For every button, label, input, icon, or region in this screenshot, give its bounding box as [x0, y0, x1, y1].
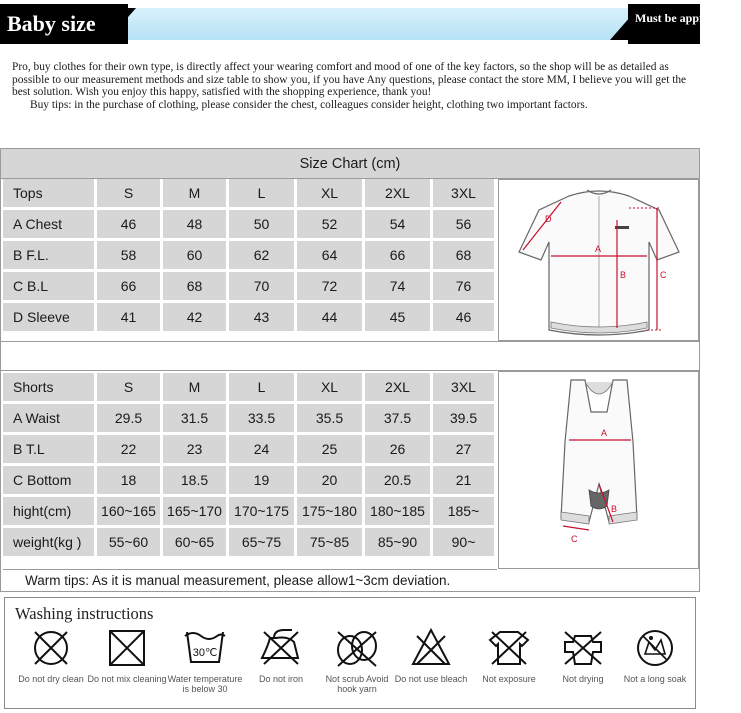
- tops-cell: 66: [365, 241, 433, 272]
- do-not-iron-icon: [258, 626, 304, 670]
- jersey-label-b: B: [620, 270, 627, 280]
- intro-paragraph: Pro, buy clothes for their own type, is directly affect your wearing comfort and mood of one of the key factors, so the shop will be as detailed as possible to our measurement methods and size table to show you, if you have Any questions, please contact the store MM, I believe you will get the best solution. Wish you enjoy this happy, satisfied with the shopping experience, thank you!: [12, 61, 687, 99]
- tops-cell: 41: [97, 303, 163, 334]
- no-bleach-icon: [409, 626, 453, 670]
- tops-cell: M: [163, 179, 229, 210]
- header-banner: [0, 0, 741, 48]
- shorts-row-label: Shorts: [3, 373, 97, 404]
- bib-shorts-illustration: [499, 372, 698, 568]
- size-chart-title: Size Chart (cm): [1, 149, 699, 179]
- jersey-illustration: [499, 180, 698, 340]
- shorts-cell: 27: [433, 435, 497, 466]
- shorts-cell: 35.5: [297, 404, 365, 435]
- shorts-cell: 33.5: [229, 404, 297, 435]
- size-chart: [0, 148, 700, 592]
- shorts-cell: 3XL: [433, 373, 497, 404]
- shorts-cell: 18.5: [163, 466, 229, 497]
- tops-cell: 56: [433, 210, 497, 241]
- shorts-cell: 90~: [433, 528, 497, 559]
- shorts-cell: L: [229, 373, 297, 404]
- page-title: Baby size: [0, 4, 128, 44]
- tops-header-row: [3, 179, 497, 210]
- tops-cell: 70: [229, 272, 297, 303]
- washing-title: Washing instructions: [15, 604, 154, 623]
- tops-cell: 72: [297, 272, 365, 303]
- wash-label: Not scrub Avoid hook yarn: [325, 674, 389, 694]
- buy-tips: Buy tips: in the purchase of clothing, please consider the chest, colleagues consider height, clothing two important factors.: [30, 98, 588, 111]
- wash-label: Not drying: [562, 674, 604, 684]
- table-separator: [1, 341, 699, 371]
- shorts-row: [3, 404, 497, 435]
- shorts-row-label: B T.L: [3, 435, 97, 466]
- tops-cell: 46: [97, 210, 163, 241]
- shorts-cell: 160~165: [97, 497, 163, 528]
- wash-label: Water temperature is below 30: [167, 674, 243, 694]
- shorts-row: [3, 435, 497, 466]
- do-not-dry-clean-icon: [29, 626, 73, 670]
- shorts-cell: 29.5: [97, 404, 163, 435]
- tops-cell: 44: [297, 303, 365, 334]
- shorts-cell: S: [97, 373, 163, 404]
- shorts-cell: 20: [297, 466, 365, 497]
- tops-cell: XL: [297, 179, 365, 210]
- tops-cell: L: [229, 179, 297, 210]
- wash-item-bleach: [391, 626, 471, 684]
- shorts-row: [3, 466, 497, 497]
- warm-tips: Warm tips: As it is manual measurement, please allow1~3cm deviation.: [3, 569, 497, 591]
- shorts-cell: 25: [297, 435, 365, 466]
- bib-label-a: A: [601, 428, 608, 438]
- shorts-table: [3, 373, 497, 559]
- tops-row-label: A Chest: [3, 210, 97, 241]
- shorts-cell: 180~185: [365, 497, 433, 528]
- tops-cell: 68: [433, 241, 497, 272]
- bib-shorts-diagram: [498, 371, 699, 569]
- tops-row: [3, 303, 497, 334]
- shorts-cell: 2XL: [365, 373, 433, 404]
- tops-table: [3, 179, 497, 334]
- shorts-cell: 165~170: [163, 497, 229, 528]
- shorts-cell: 60~65: [163, 528, 229, 559]
- shorts-cell: 18: [97, 466, 163, 497]
- shorts-cell: M: [163, 373, 229, 404]
- wash-label: Not a long soak: [623, 674, 687, 684]
- shorts-cell: 185~: [433, 497, 497, 528]
- shorts-cell: 55~60: [97, 528, 163, 559]
- header-gradient-bar: [108, 8, 638, 40]
- bib-label-c: C: [571, 534, 578, 544]
- shorts-cell: 37.5: [365, 404, 433, 435]
- tops-cell: 50: [229, 210, 297, 241]
- shorts-cell: 20.5: [365, 466, 433, 497]
- tops-cell: 68: [163, 272, 229, 303]
- tops-row-label: C B.L: [3, 272, 97, 303]
- tops-cell: 43: [229, 303, 297, 334]
- shorts-row-label: hight(cm): [3, 497, 97, 528]
- tops-cell: 54: [365, 210, 433, 241]
- wash-item-dry-clean: [11, 626, 91, 684]
- wash-label: Do not mix cleaning: [87, 674, 167, 684]
- shorts-header-row: [3, 373, 497, 404]
- do-not-mix-clean-icon: [105, 626, 149, 670]
- shorts-cell: 23: [163, 435, 229, 466]
- shorts-cell: 75~85: [297, 528, 365, 559]
- wash-item-temperature: [165, 626, 245, 694]
- washing-instructions: [4, 597, 696, 709]
- shorts-row-label: weight(kg ): [3, 528, 97, 559]
- tops-row-label: D Sleeve: [3, 303, 97, 334]
- jersey-diagram: [498, 179, 699, 341]
- shorts-row: [3, 528, 497, 559]
- jersey-label-a: A: [595, 244, 602, 254]
- tops-row: [3, 272, 497, 303]
- wash-item-mix-clean: [87, 626, 167, 684]
- tops-cell: 45: [365, 303, 433, 334]
- shorts-cell: 26: [365, 435, 433, 466]
- tops-cell: S: [97, 179, 163, 210]
- tops-row: [3, 241, 497, 272]
- wash-30-icon: [181, 626, 229, 670]
- shorts-cell: XL: [297, 373, 365, 404]
- not-scrub-icon: [334, 626, 380, 670]
- tops-cell: 42: [163, 303, 229, 334]
- shorts-row-label: A Waist: [3, 404, 97, 435]
- tops-cell: 62: [229, 241, 297, 272]
- tops-cell: 48: [163, 210, 229, 241]
- shorts-cell: 65~75: [229, 528, 297, 559]
- wash-item-scrub: [317, 626, 397, 694]
- jersey-label-d: D: [545, 214, 552, 224]
- shorts-cell: 175~180: [297, 497, 365, 528]
- wash-label: Do not dry clean: [18, 674, 84, 684]
- header-badge: Must be appropriate: [628, 4, 700, 44]
- shorts-row-label: C Bottom: [3, 466, 97, 497]
- shorts-cell: 22: [97, 435, 163, 466]
- bib-label-b: B: [611, 504, 618, 514]
- wash-label: Do not iron: [258, 674, 304, 684]
- tops-row: [3, 210, 497, 241]
- tops-cell: 3XL: [433, 179, 497, 210]
- shorts-cell: 85~90: [365, 528, 433, 559]
- tops-cell: 52: [297, 210, 365, 241]
- tops-cell: 60: [163, 241, 229, 272]
- shorts-cell: 39.5: [433, 404, 497, 435]
- shorts-cell: 19: [229, 466, 297, 497]
- wash-label: Not exposure: [482, 674, 536, 684]
- wash-item-exposure: [469, 626, 549, 684]
- tops-row-label: Tops: [3, 179, 97, 210]
- shorts-row: [3, 497, 497, 528]
- not-soak-icon: [633, 626, 677, 670]
- not-drying-icon: [559, 626, 607, 670]
- jersey-label-c: C: [660, 270, 667, 280]
- tops-cell: 66: [97, 272, 163, 303]
- wash-label: Do not use bleach: [394, 674, 468, 684]
- wash-item-iron: [241, 626, 321, 684]
- tops-cell: 64: [297, 241, 365, 272]
- tops-cell: 58: [97, 241, 163, 272]
- intro-text: [12, 61, 692, 111]
- wash-item-soak: [615, 626, 695, 684]
- temperature-label: 30℃: [192, 647, 218, 659]
- shorts-cell: 31.5: [163, 404, 229, 435]
- shorts-cell: 21: [433, 466, 497, 497]
- tops-cell: 2XL: [365, 179, 433, 210]
- tops-cell: 76: [433, 272, 497, 303]
- tops-cell: 46: [433, 303, 497, 334]
- wash-item-drying: [543, 626, 623, 684]
- not-exposure-icon: [486, 626, 532, 670]
- tops-cell: 74: [365, 272, 433, 303]
- shorts-cell: 170~175: [229, 497, 297, 528]
- shorts-cell: 24: [229, 435, 297, 466]
- tops-row-label: B F.L.: [3, 241, 97, 272]
